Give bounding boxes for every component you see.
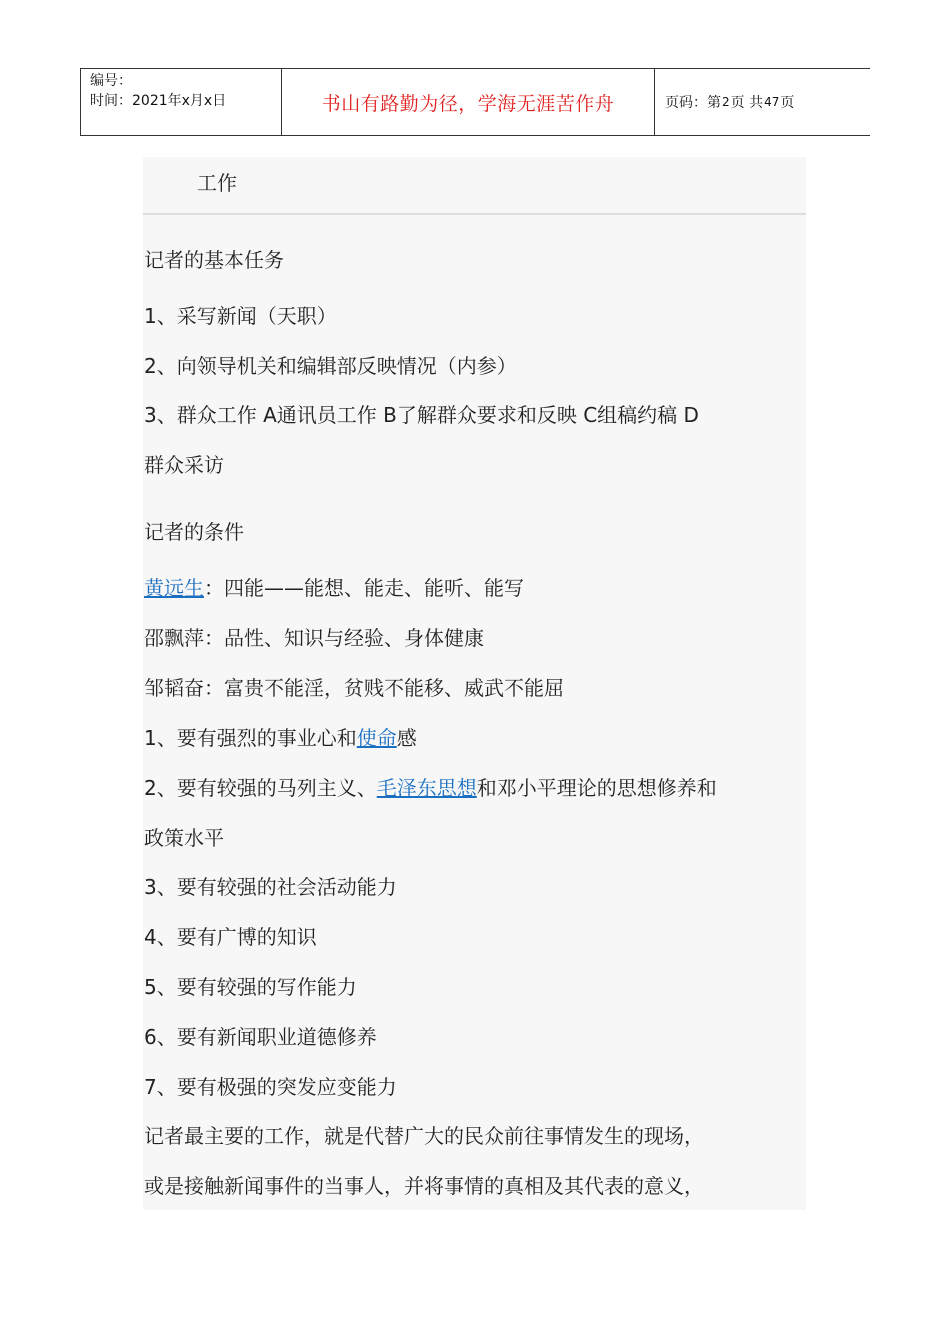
condition-zou: 邹韬奋：富贵不能淫，贫贱不能移、威武不能屈 — [144, 676, 564, 700]
page-suffix: 页 — [780, 95, 795, 111]
requirement-3: 3、要有较强的社会活动能力 — [144, 875, 397, 899]
requirement-2-suffix: 和邓小平理论的思想修养和 — [476, 776, 717, 800]
requirement-2-text: 2、要有较强的马列主义、 — [144, 776, 377, 800]
content-panel — [143, 157, 806, 1210]
task-item-2: 2、向领导机关和编辑部反映情况（内参） — [144, 354, 517, 378]
page-mid: 页 共 — [730, 95, 764, 111]
paragraph-line-2: 或是接触新闻事件的当事人，并将事情的真相及其代表的意义， — [144, 1174, 704, 1198]
page-current: 2 — [722, 95, 730, 109]
header-page-cell — [655, 69, 870, 135]
requirement-1-text: 1、要有强烈的事业心和 — [144, 726, 357, 750]
header-motto: 书山有路勤为径，学海无涯苦作舟 — [321, 92, 615, 115]
page-prefix: 页码：第 — [665, 95, 721, 111]
requirement-1 — [144, 725, 417, 751]
requirement-7: 7、要有极强的突发应变能力 — [144, 1075, 397, 1099]
header-meta-cell — [81, 69, 282, 135]
requirement-2-continued: 政策水平 — [144, 826, 224, 850]
requirement-1-suffix: 感 — [396, 726, 417, 750]
huang-yuansheng-link[interactable]: 黄远生 — [144, 576, 204, 600]
document-header — [80, 68, 870, 136]
document-date-label: 时间：2021年x月x日 — [90, 93, 227, 109]
task-item-1: 1、采写新闻（天职） — [144, 304, 337, 328]
document-number-label: 编号： — [90, 73, 132, 89]
task-item-3: 3、群众工作 A通讯员工作 B了解群众要求和反映 C组稿约稿 D — [144, 403, 699, 427]
task-item-3-continued: 群众采访 — [144, 453, 224, 477]
section-title-conditions: 记者的条件 — [144, 520, 244, 544]
condition-shao: 邵飘萍：品性、知识与经验、身体健康 — [144, 626, 484, 650]
requirement-6: 6、要有新闻职业道德修养 — [144, 1025, 377, 1049]
panel-heading: 工作 — [143, 157, 806, 215]
huang-text: ：四能——能想、能走、能听、能写 — [204, 576, 524, 600]
page-total: 47 — [764, 95, 780, 109]
requirement-4: 4、要有广博的知识 — [144, 925, 317, 949]
paragraph-line-1: 记者最主要的工作，就是代替广大的民众前往事情发生的现场， — [144, 1124, 704, 1148]
requirement-2 — [144, 775, 717, 801]
mao-thought-link[interactable]: 毛泽东思想 — [376, 776, 477, 800]
requirement-5: 5、要有较强的写作能力 — [144, 975, 357, 999]
header-motto-cell — [282, 69, 655, 135]
condition-huang — [144, 575, 524, 601]
section-title-tasks: 记者的基本任务 — [144, 248, 284, 272]
mission-link[interactable]: 使命 — [356, 726, 397, 750]
